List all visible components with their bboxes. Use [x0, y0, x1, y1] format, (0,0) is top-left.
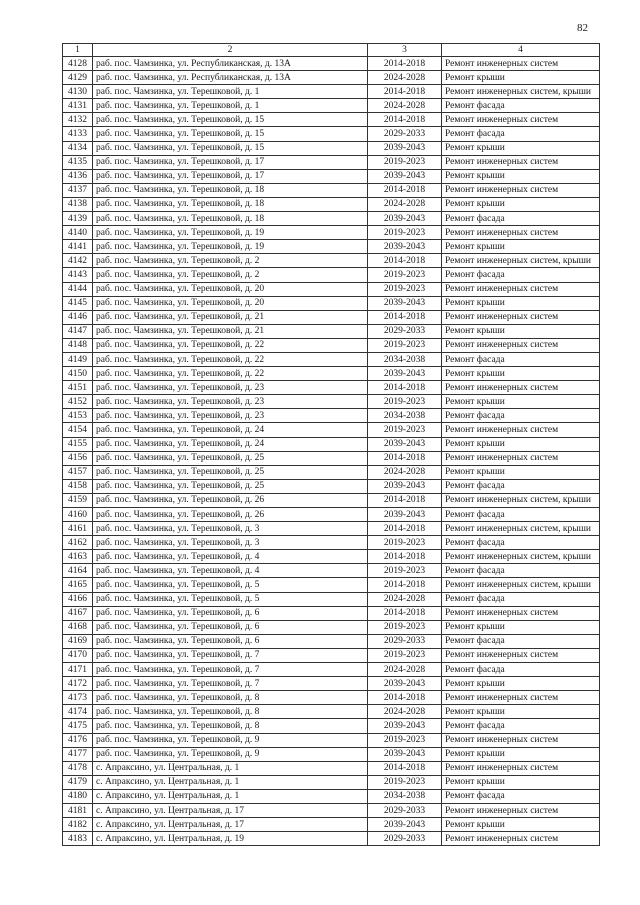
work-type-cell: Ремонт инженерных систем: [442, 155, 600, 169]
table-row: [63, 775, 600, 789]
header-col-2: 2: [93, 44, 368, 57]
address-cell: с. Апраксино, ул. Центральная, д. 17: [93, 818, 368, 832]
period-cell: 2019-2023: [368, 338, 442, 352]
address-cell: раб. пос. Чамзинка, ул. Терешковой, д. 5: [93, 578, 368, 592]
table-row: [63, 57, 600, 71]
work-type-cell: Ремонт фасада: [442, 536, 600, 550]
address-cell: раб. пос. Чамзинка, ул. Терешковой, д. 22: [93, 367, 368, 381]
table-row: [63, 677, 600, 691]
work-type-cell: Ремонт крыши: [442, 775, 600, 789]
period-cell: 2039-2043: [368, 169, 442, 183]
work-type-cell: Ремонт инженерных систем, крыши: [442, 254, 600, 268]
table-row: [63, 761, 600, 775]
row-number: 4173: [63, 691, 93, 705]
period-cell: 2014-2018: [368, 310, 442, 324]
page-number: 82: [577, 22, 588, 34]
work-type-cell: Ремонт инженерных систем: [442, 226, 600, 240]
table-row: [63, 663, 600, 677]
table-row: [63, 113, 600, 127]
row-number: 4165: [63, 578, 93, 592]
period-cell: 2024-2028: [368, 663, 442, 677]
work-type-cell: Ремонт фасада: [442, 663, 600, 677]
address-cell: раб. пос. Чамзинка, ул. Терешковой, д. 7: [93, 677, 368, 691]
repair-schedule-table: [62, 43, 600, 846]
address-cell: раб. пос. Чамзинка, ул. Терешковой, д. 4: [93, 564, 368, 578]
work-type-cell: Ремонт фасада: [442, 789, 600, 803]
address-cell: с. Апраксино, ул. Центральная, д. 1: [93, 775, 368, 789]
row-number: 4159: [63, 493, 93, 507]
header-col-4: 4: [442, 44, 600, 57]
table-row: [63, 85, 600, 99]
work-type-cell: Ремонт крыши: [442, 677, 600, 691]
work-type-cell: Ремонт фасада: [442, 352, 600, 366]
work-type-cell: Ремонт инженерных систем: [442, 282, 600, 296]
table-row: [63, 789, 600, 803]
address-cell: раб. пос. Чамзинка, ул. Терешковой, д. 26: [93, 493, 368, 507]
period-cell: 2024-2028: [368, 465, 442, 479]
work-type-cell: Ремонт инженерных систем: [442, 423, 600, 437]
period-cell: 2039-2043: [368, 240, 442, 254]
address-cell: раб. пос. Чамзинка, ул. Терешковой, д. 8: [93, 691, 368, 705]
table-header: [63, 44, 600, 57]
row-number: 4152: [63, 395, 93, 409]
table-row: [63, 71, 600, 85]
table-row: [63, 564, 600, 578]
period-cell: 2014-2018: [368, 550, 442, 564]
table-row: [63, 226, 600, 240]
table-row: [63, 620, 600, 634]
period-cell: 2014-2018: [368, 254, 442, 268]
row-number: 4154: [63, 423, 93, 437]
table-row: [63, 296, 600, 310]
table-row: [63, 395, 600, 409]
address-cell: раб. пос. Чамзинка, ул. Терешковой, д. 17: [93, 169, 368, 183]
address-cell: раб. пос. Чамзинка, ул. Терешковой, д. 9: [93, 733, 368, 747]
table-row: [63, 465, 600, 479]
row-number: 4135: [63, 155, 93, 169]
address-cell: раб. пос. Чамзинка, ул. Терешковой, д. 15: [93, 141, 368, 155]
work-type-cell: Ремонт инженерных систем: [442, 381, 600, 395]
row-number: 4178: [63, 761, 93, 775]
address-cell: с. Апраксино, ул. Центральная, д. 17: [93, 803, 368, 817]
row-number: 4148: [63, 338, 93, 352]
address-cell: раб. пос. Чамзинка, ул. Терешковой, д. 17: [93, 155, 368, 169]
row-number: 4134: [63, 141, 93, 155]
period-cell: 2034-2038: [368, 789, 442, 803]
address-cell: раб. пос. Чамзинка, ул. Терешковой, д. 20: [93, 296, 368, 310]
address-cell: раб. пос. Чамзинка, ул. Терешковой, д. 4: [93, 550, 368, 564]
address-cell: раб. пос. Чамзинка, ул. Терешковой, д. 1: [93, 85, 368, 99]
work-type-cell: Ремонт инженерных систем, крыши: [442, 578, 600, 592]
table-row: [63, 324, 600, 338]
period-cell: 2014-2018: [368, 606, 442, 620]
work-type-cell: Ремонт инженерных систем: [442, 606, 600, 620]
row-number: 4162: [63, 536, 93, 550]
period-cell: 2024-2028: [368, 71, 442, 85]
address-cell: раб. пос. Чамзинка, ул. Терешковой, д. 8: [93, 705, 368, 719]
work-type-cell: Ремонт инженерных систем: [442, 338, 600, 352]
table-row: [63, 719, 600, 733]
table-row: [63, 648, 600, 662]
period-cell: 2034-2038: [368, 352, 442, 366]
table-row: [63, 437, 600, 451]
address-cell: раб. пос. Чамзинка, ул. Терешковой, д. 19: [93, 240, 368, 254]
work-type-cell: Ремонт крыши: [442, 395, 600, 409]
work-type-cell: Ремонт крыши: [442, 324, 600, 338]
row-number: 4166: [63, 592, 93, 606]
address-cell: раб. пос. Чамзинка, ул. Терешковой, д. 18: [93, 183, 368, 197]
table-row: [63, 197, 600, 211]
table-body: [63, 57, 600, 846]
row-number: 4177: [63, 747, 93, 761]
work-type-cell: Ремонт инженерных систем: [442, 57, 600, 71]
work-type-cell: Ремонт фасада: [442, 592, 600, 606]
address-cell: раб. пос. Чамзинка, ул. Терешковой, д. 24: [93, 437, 368, 451]
work-type-cell: Ремонт крыши: [442, 240, 600, 254]
table-row: [63, 522, 600, 536]
period-cell: 2019-2023: [368, 648, 442, 662]
table-row: [63, 169, 600, 183]
table-row: [63, 127, 600, 141]
table-row: [63, 212, 600, 226]
period-cell: 2014-2018: [368, 493, 442, 507]
work-type-cell: Ремонт фасада: [442, 212, 600, 226]
address-cell: раб. пос. Чамзинка, ул. Терешковой, д. 22: [93, 352, 368, 366]
row-number: 4167: [63, 606, 93, 620]
address-cell: раб. пос. Чамзинка, ул. Терешковой, д. 22: [93, 338, 368, 352]
row-number: 4174: [63, 705, 93, 719]
address-cell: раб. пос. Чамзинка, ул. Терешковой, д. 3: [93, 536, 368, 550]
row-number: 4139: [63, 212, 93, 226]
period-cell: 2019-2023: [368, 620, 442, 634]
row-number: 4171: [63, 663, 93, 677]
table-row: [63, 479, 600, 493]
work-type-cell: Ремонт крыши: [442, 437, 600, 451]
period-cell: 2039-2043: [368, 747, 442, 761]
period-cell: 2039-2043: [368, 479, 442, 493]
period-cell: 2014-2018: [368, 578, 442, 592]
period-cell: 2024-2028: [368, 99, 442, 113]
period-cell: 2019-2023: [368, 268, 442, 282]
period-cell: 2014-2018: [368, 85, 442, 99]
address-cell: с. Апраксино, ул. Центральная, д. 19: [93, 832, 368, 846]
row-number: 4156: [63, 451, 93, 465]
address-cell: раб. пос. Чамзинка, ул. Терешковой, д. 9: [93, 747, 368, 761]
work-type-cell: Ремонт крыши: [442, 818, 600, 832]
address-cell: раб. пос. Чамзинка, ул. Республиканская, д. 13А: [93, 57, 368, 71]
work-type-cell: Ремонт инженерных систем, крыши: [442, 522, 600, 536]
work-type-cell: Ремонт фасада: [442, 508, 600, 522]
row-number: 4142: [63, 254, 93, 268]
row-number: 4132: [63, 113, 93, 127]
address-cell: раб. пос. Чамзинка, ул. Терешковой, д. 24: [93, 423, 368, 437]
table-row: [63, 592, 600, 606]
work-type-cell: Ремонт фасада: [442, 268, 600, 282]
table-row: [63, 691, 600, 705]
address-cell: раб. пос. Чамзинка, ул. Терешковой, д. 21: [93, 310, 368, 324]
work-type-cell: Ремонт инженерных систем: [442, 451, 600, 465]
period-cell: 2034-2038: [368, 409, 442, 423]
work-type-cell: Ремонт инженерных систем, крыши: [442, 493, 600, 507]
row-number: 4151: [63, 381, 93, 395]
table-row: [63, 733, 600, 747]
work-type-cell: Ремонт крыши: [442, 367, 600, 381]
address-cell: раб. пос. Чамзинка, ул. Терешковой, д. 6: [93, 606, 368, 620]
work-type-cell: Ремонт инженерных систем: [442, 761, 600, 775]
table-row: [63, 634, 600, 648]
work-type-cell: Ремонт инженерных систем: [442, 803, 600, 817]
row-number: 4176: [63, 733, 93, 747]
address-cell: раб. пос. Чамзинка, ул. Терешковой, д. 1: [93, 99, 368, 113]
address-cell: раб. пос. Чамзинка, ул. Терешковой, д. 15: [93, 113, 368, 127]
work-type-cell: Ремонт крыши: [442, 747, 600, 761]
address-cell: раб. пос. Чамзинка, ул. Терешковой, д. 7: [93, 663, 368, 677]
work-type-cell: Ремонт фасада: [442, 409, 600, 423]
table-row: [63, 381, 600, 395]
row-number: 4175: [63, 719, 93, 733]
table-row: [63, 803, 600, 817]
table-row: [63, 254, 600, 268]
row-number: 4157: [63, 465, 93, 479]
work-type-cell: Ремонт фасада: [442, 127, 600, 141]
row-number: 4136: [63, 169, 93, 183]
row-number: 4143: [63, 268, 93, 282]
period-cell: 2029-2033: [368, 324, 442, 338]
header-row: [63, 44, 600, 57]
work-type-cell: Ремонт фасада: [442, 99, 600, 113]
row-number: 4150: [63, 367, 93, 381]
work-type-cell: Ремонт фасада: [442, 634, 600, 648]
row-number: 4182: [63, 818, 93, 832]
header-col-1: 1: [63, 44, 93, 57]
address-cell: раб. пос. Чамзинка, ул. Терешковой, д. 23: [93, 381, 368, 395]
row-number: 4179: [63, 775, 93, 789]
address-cell: раб. пос. Чамзинка, ул. Терешковой, д. 20: [93, 282, 368, 296]
address-cell: с. Апраксино, ул. Центральная, д. 1: [93, 761, 368, 775]
address-cell: раб. пос. Чамзинка, ул. Терешковой, д. 5: [93, 592, 368, 606]
table-row: [63, 141, 600, 155]
row-number: 4140: [63, 226, 93, 240]
work-type-cell: Ремонт инженерных систем: [442, 183, 600, 197]
work-type-cell: Ремонт крыши: [442, 141, 600, 155]
period-cell: 2014-2018: [368, 183, 442, 197]
period-cell: 2039-2043: [368, 296, 442, 310]
address-cell: раб. пос. Чамзинка, ул. Терешковой, д. 18: [93, 212, 368, 226]
work-type-cell: Ремонт инженерных систем, крыши: [442, 85, 600, 99]
period-cell: 2039-2043: [368, 677, 442, 691]
table-row: [63, 536, 600, 550]
table-row: [63, 423, 600, 437]
address-cell: раб. пос. Чамзинка, ул. Терешковой, д. 26: [93, 508, 368, 522]
work-type-cell: Ремонт крыши: [442, 296, 600, 310]
row-number: 4129: [63, 71, 93, 85]
period-cell: 2014-2018: [368, 522, 442, 536]
row-number: 4149: [63, 352, 93, 366]
table-row: [63, 451, 600, 465]
table-row: [63, 493, 600, 507]
period-cell: 2024-2028: [368, 592, 442, 606]
row-number: 4161: [63, 522, 93, 536]
period-cell: 2019-2023: [368, 775, 442, 789]
row-number: 4141: [63, 240, 93, 254]
table-row: [63, 508, 600, 522]
period-cell: 2014-2018: [368, 113, 442, 127]
work-type-cell: Ремонт крыши: [442, 169, 600, 183]
row-number: 4138: [63, 197, 93, 211]
row-number: 4180: [63, 789, 93, 803]
row-number: 4153: [63, 409, 93, 423]
row-number: 4146: [63, 310, 93, 324]
table-row: [63, 747, 600, 761]
table-row: [63, 99, 600, 113]
table-row: [63, 818, 600, 832]
address-cell: раб. пос. Чамзинка, ул. Терешковой, д. 2: [93, 254, 368, 268]
address-cell: раб. пос. Чамзинка, ул. Терешковой, д. 3: [93, 522, 368, 536]
period-cell: 2019-2023: [368, 423, 442, 437]
work-type-cell: Ремонт фасада: [442, 479, 600, 493]
table-row: [63, 338, 600, 352]
table-row: [63, 578, 600, 592]
row-number: 4131: [63, 99, 93, 113]
row-number: 4164: [63, 564, 93, 578]
row-number: 4169: [63, 634, 93, 648]
work-type-cell: Ремонт инженерных систем, крыши: [442, 550, 600, 564]
address-cell: раб. пос. Чамзинка, ул. Терешковой, д. 6: [93, 620, 368, 634]
table-row: [63, 268, 600, 282]
table-row: [63, 352, 600, 366]
table-row: [63, 310, 600, 324]
table-row: [63, 282, 600, 296]
period-cell: 2039-2043: [368, 508, 442, 522]
table-row: [63, 832, 600, 846]
row-number: 4155: [63, 437, 93, 451]
work-type-cell: Ремонт крыши: [442, 705, 600, 719]
address-cell: раб. пос. Чамзинка, ул. Терешковой, д. 19: [93, 226, 368, 240]
work-type-cell: Ремонт фасада: [442, 564, 600, 578]
period-cell: 2014-2018: [368, 451, 442, 465]
period-cell: 2019-2023: [368, 282, 442, 296]
period-cell: 2024-2028: [368, 705, 442, 719]
address-cell: раб. пос. Чамзинка, ул. Терешковой, д. 25: [93, 465, 368, 479]
row-number: 4172: [63, 677, 93, 691]
period-cell: 2014-2018: [368, 57, 442, 71]
period-cell: 2039-2043: [368, 141, 442, 155]
row-number: 4145: [63, 296, 93, 310]
work-type-cell: Ремонт крыши: [442, 620, 600, 634]
address-cell: раб. пос. Чамзинка, ул. Терешковой, д. 6: [93, 634, 368, 648]
work-type-cell: Ремонт инженерных систем: [442, 733, 600, 747]
period-cell: 2014-2018: [368, 761, 442, 775]
period-cell: 2029-2033: [368, 803, 442, 817]
period-cell: 2039-2043: [368, 818, 442, 832]
table-row: [63, 183, 600, 197]
row-number: 4168: [63, 620, 93, 634]
row-number: 4163: [63, 550, 93, 564]
period-cell: 2039-2043: [368, 212, 442, 226]
work-type-cell: Ремонт крыши: [442, 197, 600, 211]
address-cell: раб. пос. Чамзинка, ул. Терешковой, д. 25: [93, 451, 368, 465]
work-type-cell: Ремонт инженерных систем: [442, 648, 600, 662]
row-number: 4160: [63, 508, 93, 522]
period-cell: 2039-2043: [368, 437, 442, 451]
work-type-cell: Ремонт инженерных систем: [442, 691, 600, 705]
address-cell: раб. пос. Чамзинка, ул. Терешковой, д. 15: [93, 127, 368, 141]
period-cell: 2014-2018: [368, 381, 442, 395]
row-number: 4158: [63, 479, 93, 493]
work-type-cell: Ремонт крыши: [442, 465, 600, 479]
address-cell: раб. пос. Чамзинка, ул. Терешковой, д. 23: [93, 395, 368, 409]
work-type-cell: Ремонт инженерных систем: [442, 113, 600, 127]
work-type-cell: Ремонт инженерных систем: [442, 832, 600, 846]
row-number: 4170: [63, 648, 93, 662]
period-cell: 2024-2028: [368, 197, 442, 211]
table-row: [63, 367, 600, 381]
table-row: [63, 550, 600, 564]
table-row: [63, 155, 600, 169]
period-cell: 2029-2033: [368, 634, 442, 648]
address-cell: раб. пос. Чамзинка, ул. Республиканская, д. 13А: [93, 71, 368, 85]
header-col-3: 3: [368, 44, 442, 57]
row-number: 4133: [63, 127, 93, 141]
work-type-cell: Ремонт инженерных систем: [442, 310, 600, 324]
address-cell: раб. пос. Чамзинка, ул. Терешковой, д. 23: [93, 409, 368, 423]
period-cell: 2039-2043: [368, 719, 442, 733]
address-cell: раб. пос. Чамзинка, ул. Терешковой, д. 18: [93, 197, 368, 211]
period-cell: 2014-2018: [368, 691, 442, 705]
period-cell: 2019-2023: [368, 155, 442, 169]
table-row: [63, 409, 600, 423]
period-cell: 2019-2023: [368, 564, 442, 578]
period-cell: 2019-2023: [368, 733, 442, 747]
address-cell: раб. пос. Чамзинка, ул. Терешковой, д. 25: [93, 479, 368, 493]
row-number: 4181: [63, 803, 93, 817]
period-cell: 2019-2023: [368, 536, 442, 550]
row-number: 4137: [63, 183, 93, 197]
period-cell: 2019-2023: [368, 395, 442, 409]
period-cell: 2039-2043: [368, 367, 442, 381]
work-type-cell: Ремонт крыши: [442, 71, 600, 85]
period-cell: 2029-2033: [368, 127, 442, 141]
table-row: [63, 606, 600, 620]
row-number: 4183: [63, 832, 93, 846]
address-cell: раб. пос. Чамзинка, ул. Терешковой, д. 8: [93, 719, 368, 733]
row-number: 4130: [63, 85, 93, 99]
address-cell: раб. пос. Чамзинка, ул. Терешковой, д. 7: [93, 648, 368, 662]
address-cell: раб. пос. Чамзинка, ул. Терешковой, д. 21: [93, 324, 368, 338]
table-row: [63, 705, 600, 719]
period-cell: 2019-2023: [368, 226, 442, 240]
table-row: [63, 240, 600, 254]
work-type-cell: Ремонт фасада: [442, 719, 600, 733]
address-cell: раб. пос. Чамзинка, ул. Терешковой, д. 2: [93, 268, 368, 282]
period-cell: 2029-2033: [368, 832, 442, 846]
address-cell: с. Апраксино, ул. Центральная, д. 1: [93, 789, 368, 803]
row-number: 4144: [63, 282, 93, 296]
row-number: 4128: [63, 57, 93, 71]
row-number: 4147: [63, 324, 93, 338]
